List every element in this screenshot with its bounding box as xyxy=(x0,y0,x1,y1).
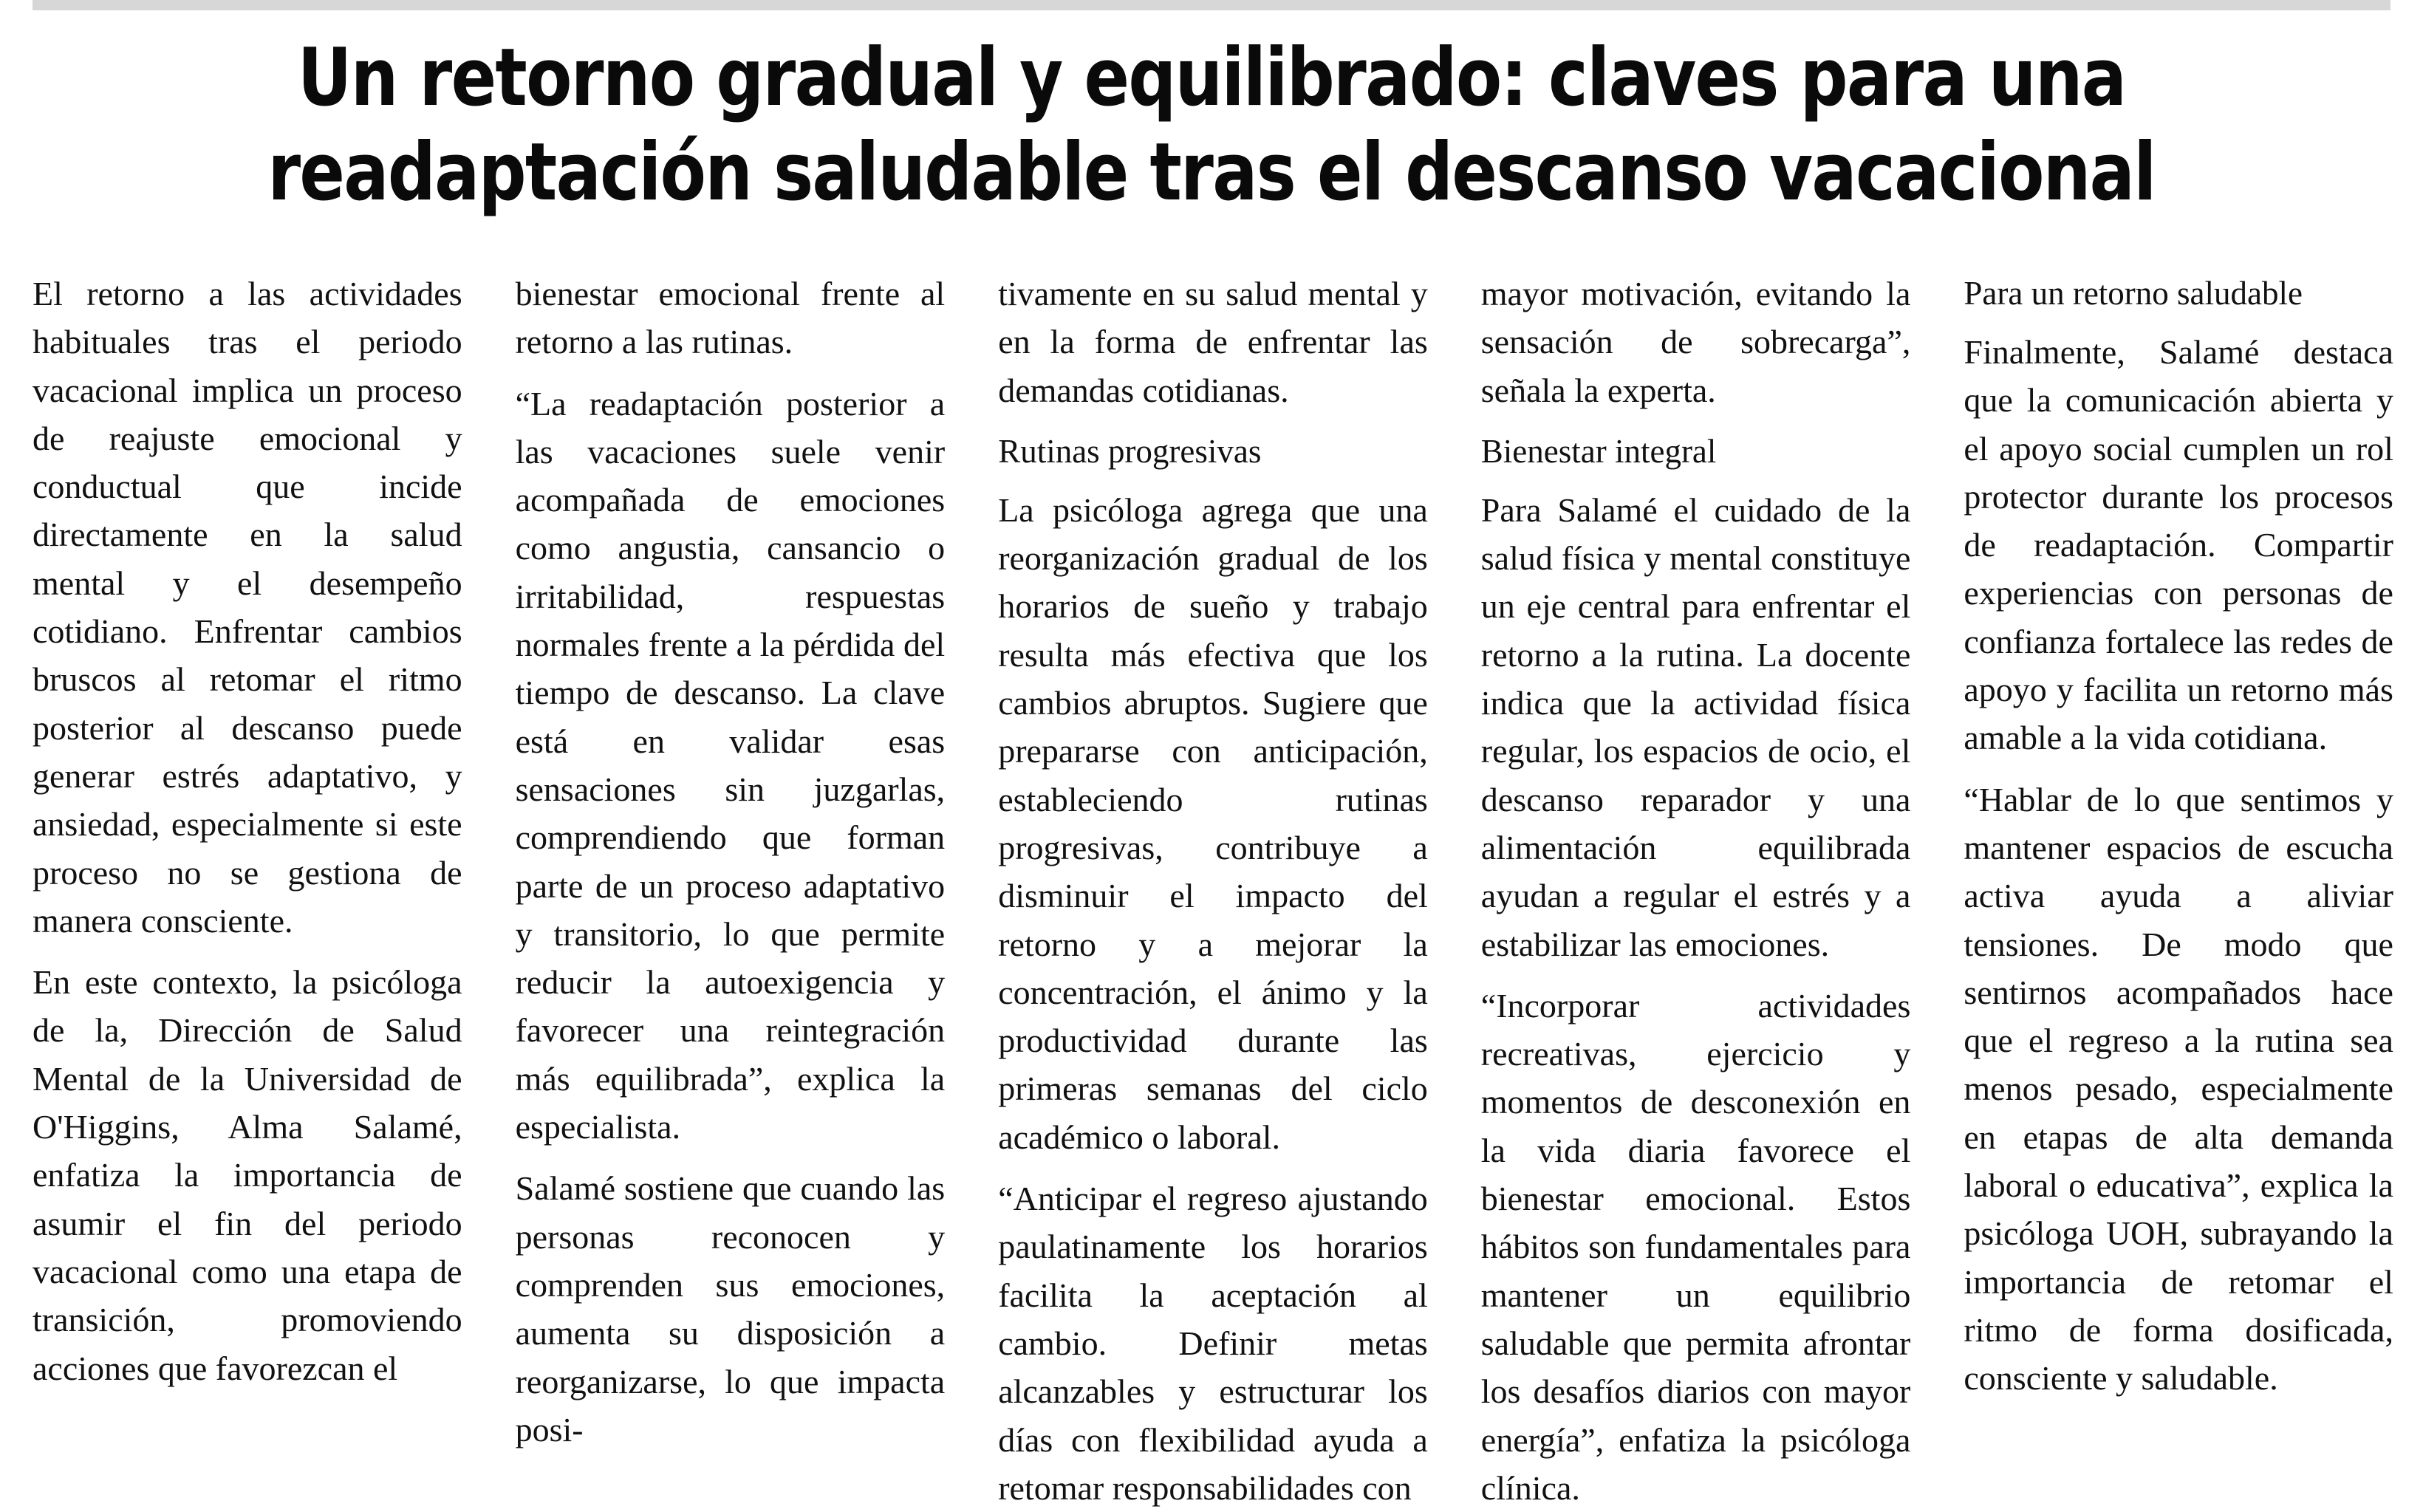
subheading-bienestar-integral: Bienestar integral xyxy=(1480,432,1717,470)
headline xyxy=(231,31,2192,220)
headline-line-2: readaptación saludable tras el descanso vacacional xyxy=(267,126,2156,219)
paragraph: “Hablar de lo que sentimos y mantener espacios de escucha activa ayuda a aliviar tensiones. De modo que sentirnos acompañados hace que el regreso a la rutina sea menos pesado, especialmente en etapas de alta demanda laboral o educativa”, explica la psicóloga UOH, subrayando la importancia de retomar el ritmo de forma dosificada, consciente y saludable. xyxy=(1964,780,2393,1398)
column-1 xyxy=(33,270,462,1422)
paragraph: bienestar emocional frente al retorno a las rutinas. xyxy=(515,275,946,361)
paragraph: En este contexto, la psicóloga de la, Dirección de Salud Mental de la Universidad de O'Higgins, Alma Salamé, enfatiza la importancia de asumir el fin del periodo vacacional como una etapa de transición, promoviendo acciones que favorezcan el xyxy=(33,963,462,1387)
paragraph: La psicóloga agrega que una reorganización gradual de los horarios de sueño y trabajo resulta más efectiva que los cambios abruptos. Sugiere que prepararse con anticipación, estableciendo rutinas progresivas, contribuye a disminuir el impacto del retorno y a mejorar la concentración, el ánimo y la productividad durante las primeras semanas del ciclo académico o laboral. xyxy=(998,490,1428,1156)
paragraph: “Incorporar actividades recreativas, ejercicio y momentos de desconexión en la vida diaria favorece el bienestar emocional. Estos hábitos son fundamentales para mantener un equilibrio saludable que permita afrontar los desafíos diarios con mayor energía”, enfatiza la psicóloga clínica. xyxy=(1480,986,1911,1507)
paragraph: “Anticipar el regreso ajustando paulatinamente los horarios facilita la aceptación al cambio. Definir metas alcanzables y estructurar los días con flexibilidad ayuda a retomar responsabilidades con xyxy=(998,1180,1428,1507)
paragraph: mayor motivación, evitando la sensación de sobrecarga”, señala la experta. xyxy=(1480,275,1911,409)
paragraph: “La readaptación posterior a las vacaciones suele venir acompañada de emociones como angustia, cansancio o irritabilidad, respuestas normales frente a la pérdida del tiempo de descanso. La clave está en validar esas sensaciones sin juzgarlas, comprendiendo que forman parte de un proceso adaptativo y transitorio, lo que permite reducir la autoexigencia y favorecer una reintegración más equilibrada”, explica la especialista. xyxy=(515,384,946,1146)
paragraph: Para Salamé el cuidado de la salud física y mental constituye un eje central para enfrentar el retorno a la rutina. La docente indica que la actividad física regular, los espacios de ocio, el descanso reparador y una alimentación equilibrada ayudan a regular el estrés y a estabilizar las emociones. xyxy=(1480,490,1911,963)
column-3 xyxy=(998,270,1428,1507)
column-5 xyxy=(1964,270,2393,1422)
paragraph: tivamente en su salud mental y en la forma de enfrentar las demandas cotidianas. xyxy=(998,275,1428,409)
top-rule xyxy=(33,0,2390,10)
column-4 xyxy=(1480,270,1911,1507)
paragraph: Salamé sostiene que cuando las personas reconocen y comprenden sus emociones, aumenta su disposición a reorganizarse, lo que impacta posi- xyxy=(515,1169,946,1448)
paragraph: Finalmente, Salamé destaca que la comunicación abierta y el apoyo social cumplen un rol protector durante los procesos de readaptación. Compartir experiencias con personas de confianza fortalece las redes de apoyo y facilita un retorno más amable a la vida cotidiana. xyxy=(1964,333,2393,757)
paragraph: El retorno a las actividades habituales tras el periodo vacacional implica un proceso de reajuste emocional y conductual que incide directamente en la salud mental y el desempeño cotidiano. Enfrentar cambios bruscos al retomar el ritmo posterior al descanso puede generar estrés adaptativo, y ansiedad, especialmente si este proceso no se gestiona de manera consciente. xyxy=(33,275,462,940)
subheading-para-un-retorno-saludable: Para un retorno saludable xyxy=(1964,275,2303,312)
article-body xyxy=(33,270,2393,1507)
headline-line-1: Un retorno gradual y equilibrado: claves para una xyxy=(297,32,2126,124)
subheading-rutinas-progresivas: Rutinas progresivas xyxy=(998,432,1262,470)
column-2 xyxy=(515,270,946,1448)
